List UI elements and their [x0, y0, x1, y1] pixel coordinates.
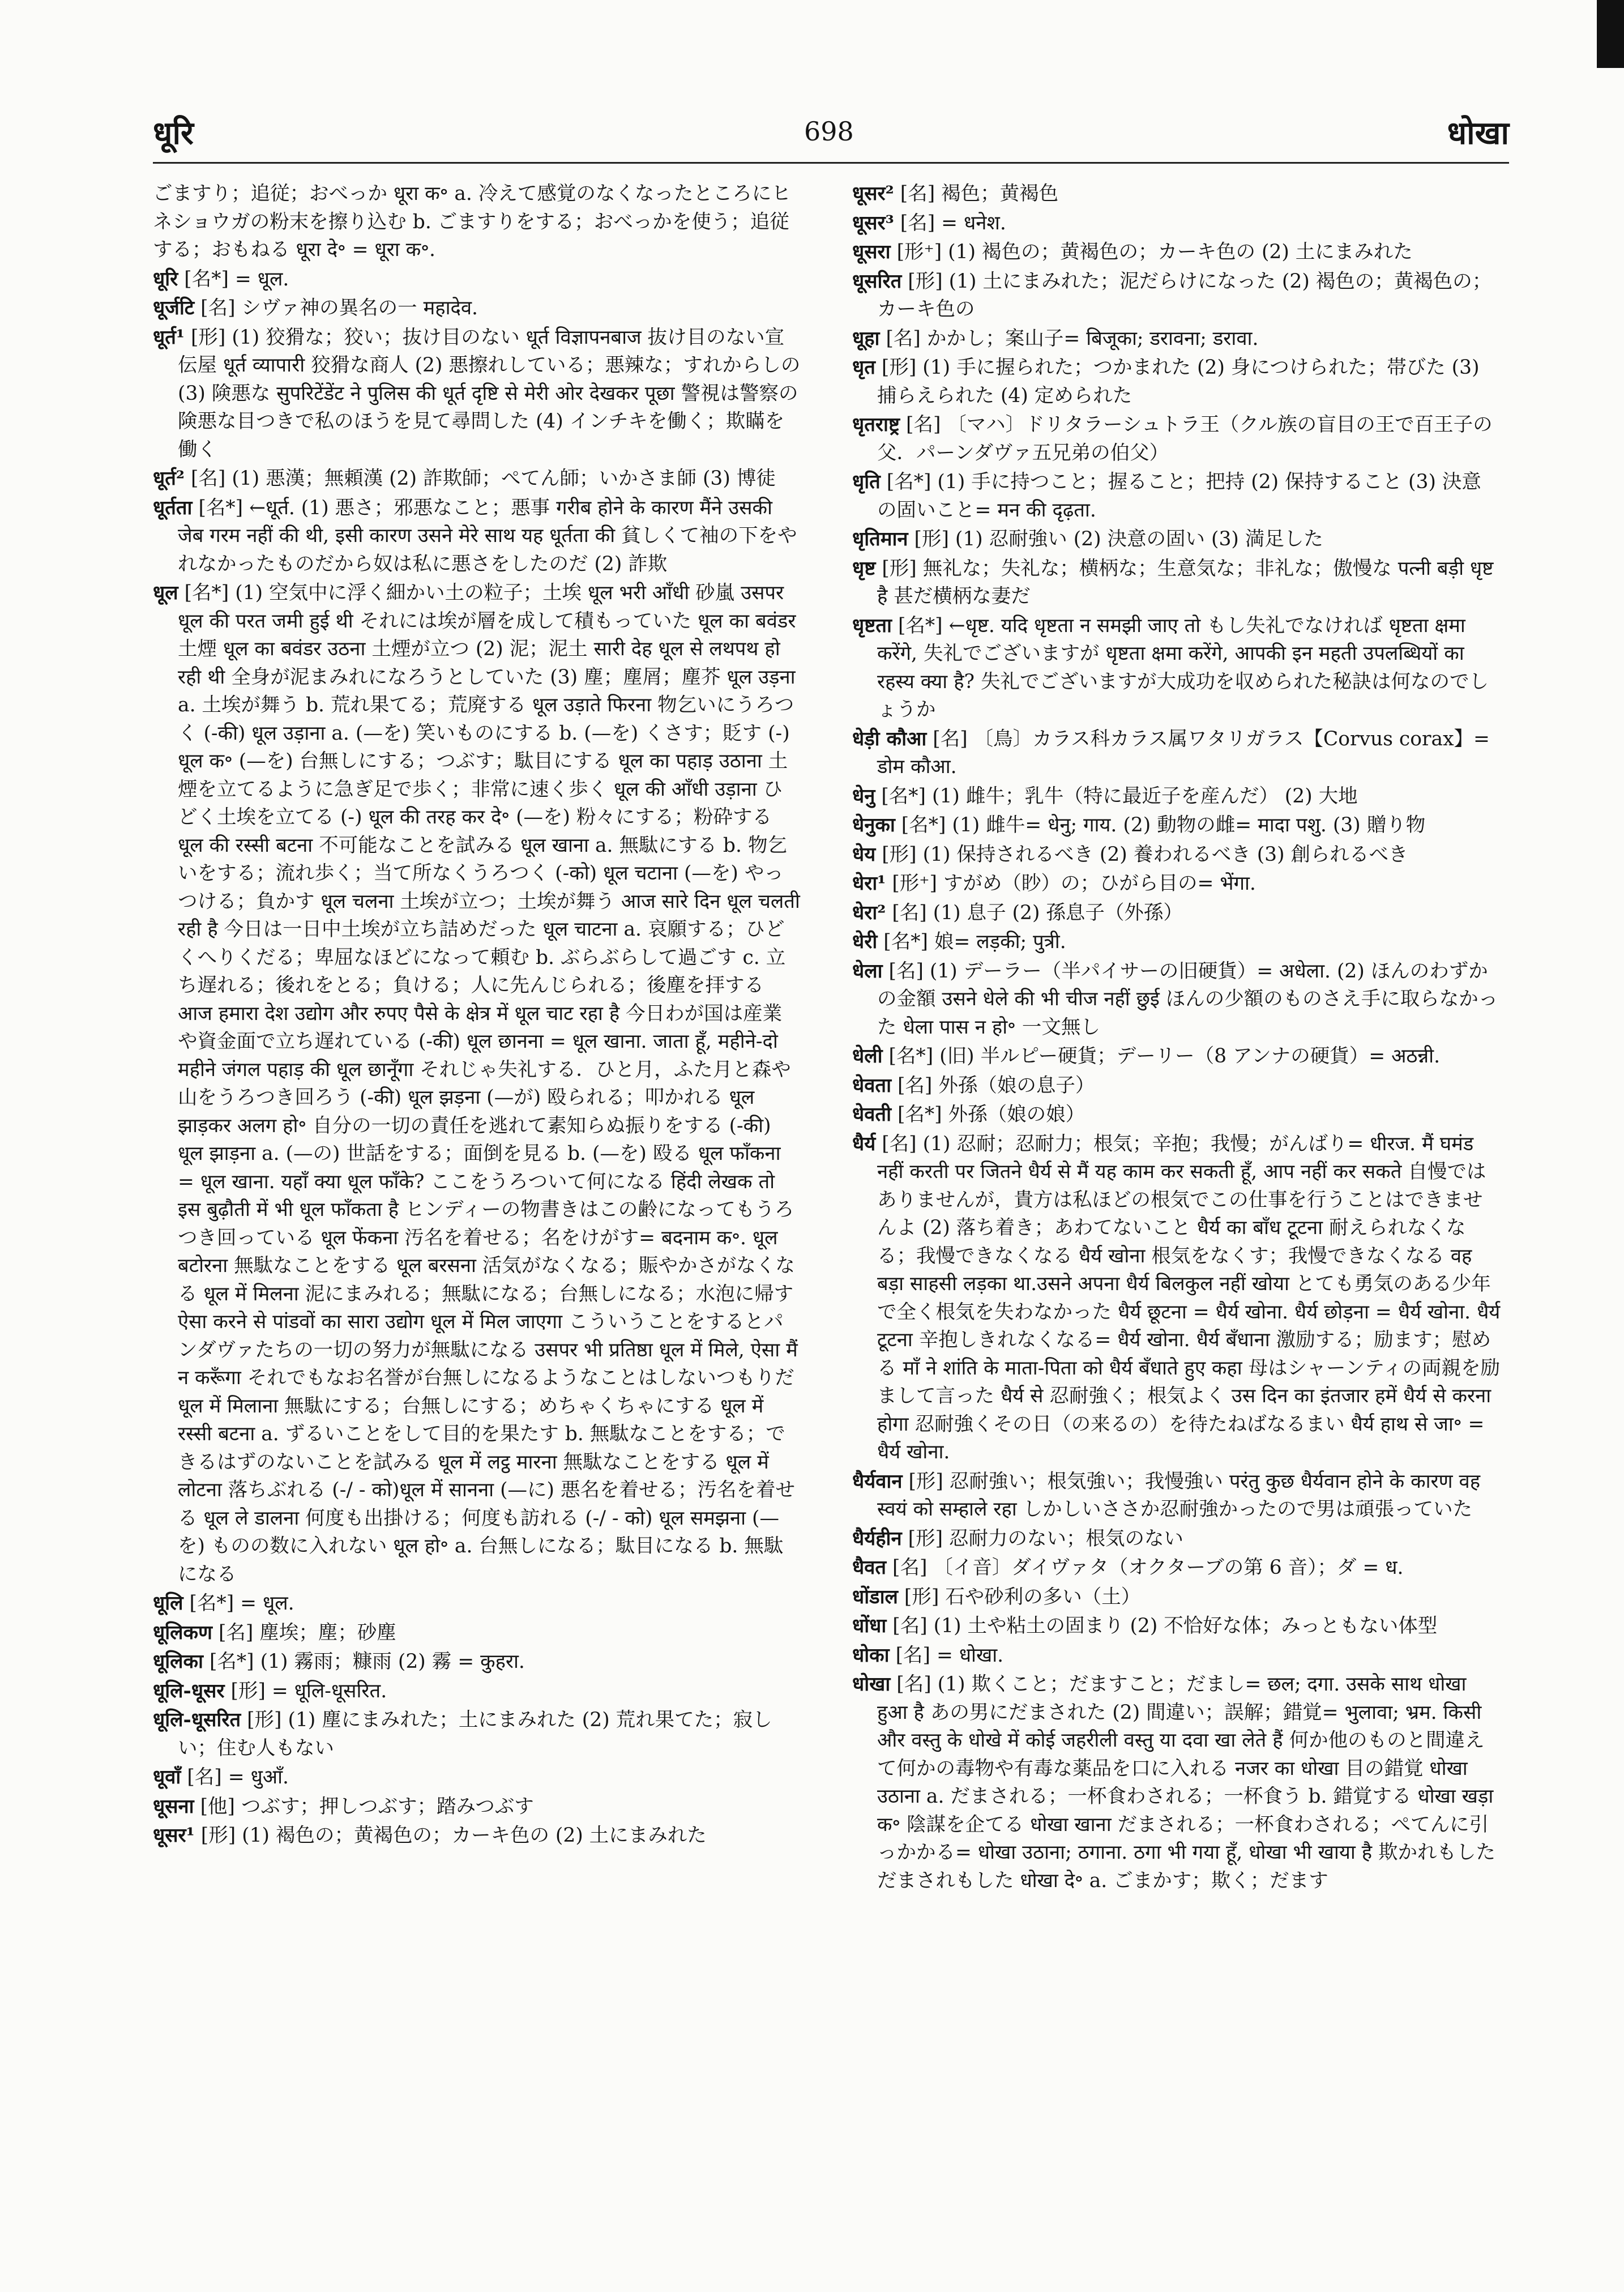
entry-headword: धूर्त² [153, 467, 185, 490]
entry-definition: [形] (1) 褐色の；黄褐色の；カーキ色の (2) 土にまみれた [200, 1824, 707, 1847]
dictionary-entry [153, 1764, 801, 1792]
entry-headword: धेवती [852, 1103, 891, 1126]
dictionary-entry [153, 294, 801, 323]
entry-headword: धेय [852, 843, 876, 866]
entry-headword: धोंधा [852, 1615, 887, 1637]
entry-definition: [名] 〔鳥〕カラス科カラス属ワタリガラス【Corvus corax】= डोम कौआ. [877, 727, 1490, 778]
entry-headword: धेवता [852, 1074, 891, 1097]
page-header [153, 110, 1509, 161]
dictionary-entry [852, 268, 1501, 324]
entry-definition: [名] = धुआँ. [187, 1766, 289, 1789]
dictionary-entry [852, 1072, 1501, 1100]
dictionary-entry [153, 494, 801, 579]
entry-definition: [形] 忍耐力のない；根気のない [908, 1527, 1183, 1550]
dictionary-entry [852, 725, 1501, 782]
entry-definition: [名] シヴァ神の異名の一 महादेव. [200, 297, 478, 319]
left-column [153, 180, 801, 1851]
entry-definition: [名*] 外孫（娘の娘） [897, 1103, 1085, 1126]
entry-definition: [名] (1) 忍耐；忍耐力；根気；辛抱；我慢；がんばり= धीरज. मैं घमंड नहीं करती पर जितने धैर्य से मैं यह काम कर सकती हूँ, आप नहीं कर सकते 自慢ではありませんが，貴方は私ほどの根気でこの仕事を行うことはできませんよ (2) 落ち着き；あわてないこと धैर्य का बाँध टूटना 耐えられなくなる；我慢できなくなる धैर्य खोना 根気をなくす；我慢できなくなる वह बड़ा साहसी लड़का था.उसने अपना धैर्य बिलकुल नहीं खोया とても勇気のある少年で全く根気を失わなかった धैर्य छूटना = धैर्य खोना. धैर्य छोड़ना = धैर्य खोना. धैर्य टूटना 辛抱しきれなくなる= धैर्य खोना. धैर्य बँधाना 激励する；励ます；慰める माँ ने शांति के माता-पिता को धैर्य बँधाते हुए कहा 母はシャーンティの両親を励まして言った धैर्य से 忍耐強く；根気よく उस दिन का इंतजार हमें धैर्य से करना होगा 忍耐強くその日（の来るの）を待たねばなるまい धैर्य हाथ से जा॰ = धैर्य खोना. [877, 1132, 1501, 1463]
dictionary-entry [852, 783, 1501, 811]
entry-definition: [名*] (旧) 半ルピー硬貨；デーリー（8 アンナの硬貨）= अठन्नी. [888, 1045, 1441, 1068]
dictionary-entry [153, 324, 801, 464]
entry-definition: [名*] (1) 手に持つこと；握ること；把持 (2) 保持すること (3) 決意の固いこと= मन की दृढ़ता. [877, 471, 1481, 522]
entry-definition: [名*] ←धृष्ट. यदि धृष्टता न समझी जाए तो もし失礼でなければ धृष्टता क्षमा करेंगे, 失礼でございますが धृष्टता क्षमा करेंगे, आपकी इन महती उपलब्धियों का रहस्य क्या है? 失礼でございますが大成功を収められた秘訣は何なのでしょうか [877, 614, 1489, 721]
dictionary-entry [852, 1130, 1501, 1467]
entry-definition: [名] かかし；案山子= बिजूका; डरावना; डरावा. [886, 327, 1259, 350]
entry-headword: धेरा¹ [852, 872, 886, 895]
dictionary-entry [153, 1678, 801, 1706]
entry-headword: धृतिमान [852, 528, 908, 550]
entry-definition: [名] 塵埃；塵；砂塵 [218, 1621, 396, 1644]
entry-definition: [名*] = धूल. [189, 1592, 294, 1615]
entry-headword: धेला [852, 959, 883, 983]
entry-definition: [形] (1) 手に握られた；つかまれた (2) 身につけられた；帯びた (3) 捕らえられた (4) 定められた [877, 356, 1480, 407]
dictionary-entry [852, 1043, 1501, 1071]
entry-headword: धैर्यवान [852, 1470, 903, 1493]
entry-definition: [他] つぶす；押しつぶす；踏みつぶす [200, 1795, 534, 1818]
entry-definition: [形] = धूलि-धूसरित. [230, 1679, 387, 1702]
entry-definition: [名*] = धूल. [184, 267, 289, 291]
entry-headword: धोंडाल [852, 1585, 898, 1608]
entry-definition: [名] = धोखा. [895, 1644, 1004, 1667]
dictionary-entry [852, 870, 1501, 898]
dictionary-entry [153, 1590, 801, 1618]
dictionary-entry [852, 468, 1501, 524]
entry-headword: धूवाँ [153, 1766, 181, 1789]
page-number: 698 [804, 116, 854, 147]
left-running-headword: धूरि [153, 114, 194, 152]
dictionary-entry [852, 841, 1501, 869]
dictionary-entry [852, 526, 1501, 554]
entry-headword: धूहा [852, 327, 880, 350]
entry-definition: [名] = धनेश. [900, 211, 1006, 234]
entry-definition: [名] 褐色；黄褐色 [900, 182, 1059, 205]
dictionary-entry [852, 1101, 1501, 1129]
entry-definition: [形] 忍耐強い；根気強い；我慢強い परंतु कुछ धैर्यवान होने के कारण वह स्वयं को सम्हाले रहा しかしいささか忍耐強かったので男は頑張っていた [877, 1470, 1481, 1521]
entry-definition: [名] 〔マハ〕ドリタラーシュトラ王（クル族の盲目の王で百王子の父．パーンダヴァ五兄弟の伯父） [877, 413, 1493, 464]
entry-headword: धृष्ट [852, 557, 876, 580]
dictionary-entry [852, 1554, 1501, 1582]
right-column [852, 180, 1501, 1896]
entry-headword: धृति [852, 471, 881, 493]
dictionary-entry [153, 1793, 801, 1821]
entry-definition: [名*] ←धूर्त. (1) 悪さ；邪悪なこと；悪事 गरीब होने के कारण मैंने उसकी जेब गरम नहीं की थी, इसी कारण उसने मेरे साथ यह धूर्तता की 貧しくて袖の下をやれなかったものだから奴は私に悪さをしたのだ (2) 詐欺 [178, 496, 797, 575]
right-running-headword: धोखा [1447, 114, 1509, 152]
dictionary-entry [852, 354, 1501, 410]
entry-headword: धूर्त¹ [153, 326, 185, 349]
entry-headword: धूसर³ [852, 211, 894, 234]
dictionary-entry [153, 1706, 801, 1762]
entry-definition: [名] 外孫（娘の息子） [897, 1074, 1095, 1097]
dictionary-entry [852, 1584, 1501, 1612]
dictionary-entry [852, 325, 1501, 353]
dictionary-entry [852, 1468, 1501, 1524]
dictionary-entry [852, 238, 1501, 267]
entry-headword: धूरि [153, 267, 178, 291]
entry-definition: [名] (1) 息子 (2) 孫息子（外孫） [892, 901, 1183, 924]
entry-headword: धूर्जटि [153, 297, 195, 319]
entry-headword: धूलि-धूसर [153, 1679, 225, 1702]
entry-headword: धेड़ी कौआ [852, 727, 927, 750]
entry-definition: [形] (1) 忍耐強い (2) 決意の固い (3) 満足した [914, 528, 1323, 550]
entry-headword: धेरा² [852, 901, 886, 924]
entry-definition: [名*] (1) 雌牛；乳牛（特に最近子を産んだ） (2) 大地 [881, 784, 1358, 808]
entry-definition: [形] (1) 土にまみれた；泥だらけになった (2) 褐色の；黄褐色の；カーキ色の [877, 270, 1492, 321]
entry-headword: धेनु [852, 784, 875, 808]
dictionary-entry [852, 812, 1501, 840]
entry-headword: धैर्यहीन [852, 1527, 902, 1550]
dictionary-entry [852, 555, 1501, 611]
entry-headword: धोका [852, 1644, 890, 1667]
entry-definition: [形⁺] すがめ（眇）の；ひがら目の= भेंगा. [892, 872, 1256, 895]
entry-definition: [名] 〔イ音〕ダイヴァタ（オクターブの第 6 音）；ダ = ध. [892, 1556, 1404, 1579]
entry-headword: धूसर² [852, 182, 894, 205]
entry-headword: धैवत [852, 1556, 887, 1579]
entry-headword: धूलिकण [153, 1621, 212, 1644]
entry-headword: धूसर¹ [153, 1824, 195, 1847]
entry-headword: धूसना [153, 1795, 194, 1818]
entry-definition: ごますり；追従；おべっか धूरा क॰ a. 冷えて感覚のなくなったところにヒネショウガの粉末を擦り込む b. ごますりをする；おべっかを使う；追従する；おもねる धूरा दे॰ = धूरा क॰. [153, 182, 791, 261]
entry-headword: धूलिका [153, 1650, 203, 1673]
dictionary-entry [153, 465, 801, 493]
header-rule [153, 162, 1509, 164]
entry-definition: [形] 無礼な；失礼な；横柄な；生意気な；非礼な；傲慢な पत्नी बड़ी धृष्ट है 甚だ横柄な妻だ [877, 557, 1494, 608]
entry-definition: [名] (1) 欺くこと；だますこと；だまし= छल; दगा. उसके साथ धोखा हुआ है あの男にだまされた (2) 間違い；誤解；錯覚= भुलावा; भ्रम. किसी और वस्तु के धोखे में कोई जहरीली वस्तु या दवा खा लेते हैं 何か他のものと間違えて何かの毒物や有毒な薬品を口に入れる नजर का धोखा 目の錯覚 धोखा उठाना a. だまされる；一杯食わされる；一杯食う b. 錯覚する धोखा खड़ा क॰ 陰謀を企てる धोखा खाना だまされる；一杯食わされる；ぺてんに引っかかる= धोखा उठाना; ठगाना. ठगा भी गया हूँ, धोखा भी खाया है 欺かれもしただまされもした धोखा दे॰ a. ごまかす；欺く；だます [877, 1673, 1496, 1892]
entry-headword: धेनुका [852, 814, 895, 836]
entry-definition: [形⁺] (1) 褐色の；黄褐色の；カーキ色の (2) 土にまみれた [896, 241, 1413, 263]
dictionary-entry [852, 899, 1501, 928]
entry-definition: [形] (1) 塵にまみれた；土にまみれた (2) 荒れ果てた；寂しい；住む人もない [178, 1709, 772, 1760]
dictionary-entry [852, 1671, 1501, 1895]
entry-definition: [名*] (1) 霧雨；糠雨 (2) 霧 = कुहरा. [209, 1650, 525, 1673]
dictionary-entry [852, 1525, 1501, 1553]
dictionary-entry [153, 1619, 801, 1647]
dictionary-entry [852, 210, 1501, 238]
dictionary-entry [852, 1612, 1501, 1641]
entry-headword: धोखा [852, 1673, 891, 1696]
entry-headword: धूल [153, 582, 178, 604]
dictionary-entry [852, 928, 1501, 957]
entry-headword: धूसरित [852, 270, 902, 293]
entry-headword: धूर्तता [153, 496, 193, 519]
entry-definition: [名*] (1) 雌牛= धेनु; गाय. (2) 動物の雌= मादा पशु. (3) 贈り物 [901, 814, 1426, 836]
entry-headword: धूलि [153, 1592, 183, 1615]
entry-headword: धूसरा [852, 241, 891, 263]
entry-definition: [名*] 娘= लड़की; पुत्री. [883, 931, 1066, 953]
dictionary-entry [852, 411, 1501, 467]
entry-headword: धृतराष्ट्र [852, 413, 900, 436]
entry-definition: [名] (1) 悪漢；無頼漢 (2) 詐欺師；ぺてん師；いかさま師 (3) 博徒 [190, 467, 776, 490]
entry-definition: [名] (1) デーラー（半パイサーの旧硬貨）= अधेला. (2) ほんのわずかの金額 उसने धेले की भी चीज नहीं छुई ほんの少額のものさえ手に取らなかった धेला पास न हो॰ 一文無し [877, 959, 1498, 1039]
dictionary-entry [153, 180, 801, 264]
entry-definition: [名*] (1) 空気中に浮く細かい土の粒子；土埃 धूल भरी आँधी 砂嵐 उसपर धूल की परत जमी हुई थी それには埃が層を成して積もっていた धूल का बवंडर 土煙 धूल का बवंडर उठना 土煙が立つ (2) 泥；泥土 सारी देह धूल से लथपथ हो रही थी 全身が泥まみれになろうとしていた (3) 塵；塵屑；塵芥 धूल उड़ना a. 土埃が舞う b. 荒れ果てる；荒廃する धूल उड़ाते फिरना 物乞いにうろつく (-की) धूल उड़ाना a. (—を) 笑いものにする b. (—を) くさす；貶す (-) धूल क॰ (—を) 台無しにする；つぶす；駄目にする धूल का पहाड़ उठाना 土煙を立てるように急ぎ足で歩く；非常に速く歩く धूल की आँधी उड़ाना ひどく土埃を立てる (-) धूल की तरह कर दे॰ (—を) 粉々にする；粉砕する धूल की रस्सी बटना 不可能なことを試みる धूल खाना a. 無駄にする b. 物乞いをする；流れ歩く；当て所なくうろつく (-को) धूल चटाना (—を) やっつける；負かす धूल चलना 土埃が立つ；土埃が舞う आज सारे दिन धूल चलती रही है 今日は一日中土埃が立ち詰めだった धूल चाटना a. 哀願する；ひどくへりくだる；卑屈なほどになって頼む b. ぶらぶらして過ごす c. 立ち遅れる；後れをとる；負ける；人に先んじられる；後塵を拝する आज हमारा देश उद्योग और रुपए पैसे के क्षेत्र में धूल चाट रहा है 今日わが国は産業や資金面で立ち遅れている (-की) धूल छानना = धूल खाना. जाता हूँ, महीने-दो महीने जंगल पहाड़ की धूल छानूँगा それじゃ失礼する．ひと月，ふた月と森や山をうろつき回ろう (-की) धूल झड़ना (—が) 殴られる；叩かれる धूल झाड़कर अलग हो॰ 自分の一切の責任を逃れて素知らぬ振りをする (-की) धूल झाड़ना a. (—の) 世話をする；面倒を見る b. (—を) 殴る धूल फाँकना = धूल खाना. यहाँ क्या धूल फाँके? ここをうろついて何になる हिंदी लेखक तो इस बुढ़ौती में भी धूल फाँकता है ヒンディーの物書きはこの齢になってもうろつき回っている धूल फेंकना 汚名を着せる；名をけがす= बदनाम क॰. धूल बटोरना 無駄なことをする धूल बरसना 活気がなくなる；賑やかさがなくなる धूल में मिलना 泥にまみれる；無駄になる；台無しになる；水泡に帰す ऐसा करने से पांडवों का सारा उद्योग धूल में मिल जाएगा こういうことをするとパンダヴァたちの一切の努力が無駄になる उसपर भी प्रतिष्ठा धूल में मिले, ऐसा मैं न करूँगा それでもなお名誉が台無しになるようなことはしないつもりだ धूल में मिलाना 無駄にする；台無しにする；めちゃくちゃにする धूल में रस्सी बटना a. ずるいことをして目的を果たす b. 無駄なことをする；できるはずのないことを試みる धूल में लट्ठ मारना 無駄なことをする धूल में लोटना 落ちぶれる (-/ - को)धूल में सानना (—に) 悪名を着せる；汚名を着せる धूल ले डालना 何度も出掛ける；何度も訪れる (-/ - को) धूल समझना (—を) ものの数に入れない धूल हो॰ a. 台無しになる；駄目になる b. 無駄になる [178, 582, 800, 1586]
dictionary-entry [153, 1822, 801, 1850]
entry-headword: धूलि-धूसरित [153, 1709, 241, 1731]
dictionary-entry [153, 266, 801, 294]
entry-definition: [形] (1) 保持されるべき (2) 養われるべき (3) 創られるべき [882, 843, 1408, 866]
dictionary-entry [153, 1648, 801, 1676]
dictionary-entry [852, 180, 1501, 208]
entry-headword: धृष्टता [852, 614, 892, 637]
entry-headword: धेरी [852, 931, 878, 953]
dictionary-entry [852, 612, 1501, 724]
scan-edge-mark [1597, 0, 1624, 68]
dictionary-entry [852, 1642, 1501, 1670]
entry-definition: [名] (1) 土や粘土の固まり (2) 不恰好な体；みっともない体型 [892, 1615, 1438, 1637]
entry-definition: [形] 石や砂利の多い（土） [904, 1585, 1141, 1608]
dictionary-entry [153, 579, 801, 1589]
entry-definition: [形] (1) 狡猾な；狡い；抜け目のない धूर्त विज्ञापनबाज 抜け目のない宣伝屋 धूर्त व्यापारी 狡猾な商人 (2) 悪擦れしている；悪辣な；すれからしの (3) 険悪な सुपरिटेंडेंट ने पुलिस की धूर्त दृष्टि से मेरी ओर देखकर पूछा 警視は警察の険悪な目つきで私のほうを見て尋問した (4) インチキを働く；欺瞞を働く [178, 326, 801, 461]
dictionary-entry [852, 958, 1501, 1042]
entry-headword: धेली [852, 1045, 883, 1068]
entry-headword: धैर्य [852, 1132, 876, 1155]
entry-headword: धृत [852, 356, 875, 379]
